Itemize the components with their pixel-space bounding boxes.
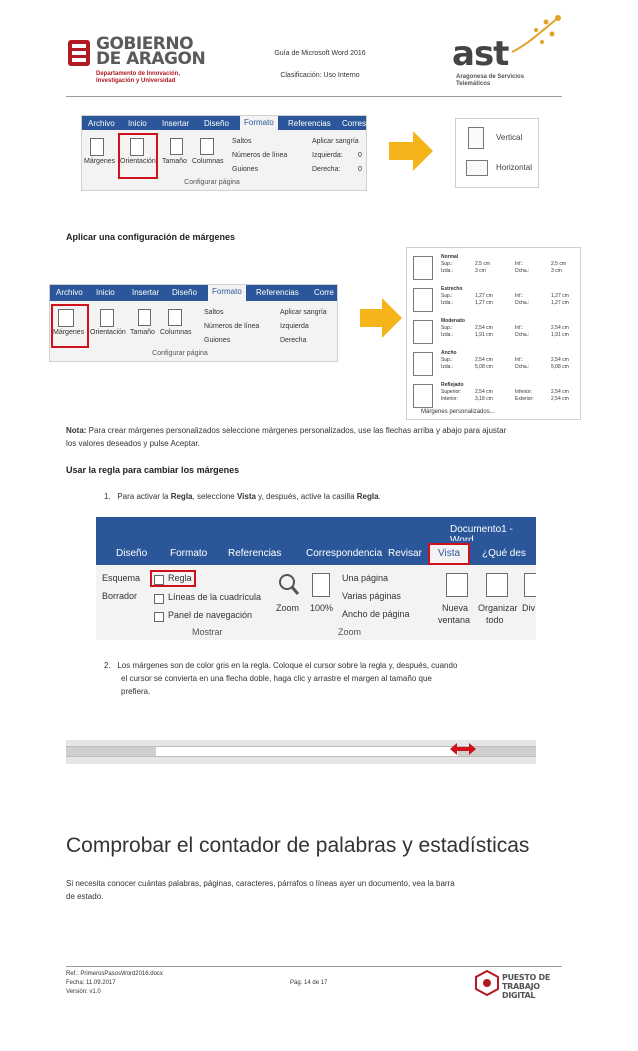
step1-number: 1. (104, 492, 111, 501)
margin-v2: 2,54 cm (551, 389, 569, 395)
arrow-body (389, 142, 413, 160)
margin-l2: Inf.: (515, 261, 524, 267)
footer-ref: Ref.: PrimerosPasosWord2016.docx (66, 971, 163, 977)
tab-tell-me[interactable]: ¿Qué des (482, 548, 526, 559)
margin-l2: Inferior: (515, 389, 532, 395)
step1-a: Para activar la (117, 492, 171, 501)
line-numbers-button[interactable]: Números de línea (204, 323, 260, 330)
margin-l1: Sup.: (441, 261, 453, 267)
arrow-body (360, 309, 382, 327)
ribbon-tab-bar (82, 116, 366, 130)
tab-bar (96, 541, 536, 565)
columns-icon (168, 309, 182, 326)
tab-diseno[interactable]: Diseño (116, 548, 148, 559)
branch-icon (508, 14, 562, 54)
tab-archivo[interactable]: Archivo (56, 288, 83, 297)
header-divider (66, 96, 562, 97)
footer-logo-line2: TRABAJO DIGITAL (502, 982, 540, 1000)
margin-v3: 1,91 cm (475, 332, 493, 338)
gridlines-checkbox[interactable] (154, 594, 164, 604)
logo-sub2: Investigación y Universidad (96, 78, 176, 84)
zoom-100-button[interactable]: 100% (310, 603, 334, 613)
tab-inicio[interactable]: Inicio (128, 119, 147, 128)
vertical-label: Vertical (496, 133, 523, 142)
note-paragraph (66, 424, 566, 450)
margin-l1: Sup.: (441, 357, 453, 363)
view-outline[interactable]: Esquema (102, 573, 141, 583)
margin-v1: 2,54 cm (475, 325, 493, 331)
gobierno-aragon-logo (66, 36, 226, 92)
wc-line1: Si necesita conocer cuántas palabras, páginas, caracteres, párrafos o líneas ayer un documento, vea la barra (66, 879, 455, 888)
tab-inicio[interactable]: Inicio (96, 288, 115, 297)
margins-icon (90, 138, 104, 156)
margin-v3: 3 cm (475, 268, 486, 274)
show-group-label: Mostrar (192, 627, 223, 637)
orientation-panel (455, 118, 539, 188)
ruler-label: Regla (168, 573, 192, 583)
step2-line3: prefiera. (121, 687, 151, 696)
margin-v4: 2,54 cm (551, 396, 569, 402)
highlight-box (51, 304, 89, 348)
step1-b: Regla (170, 492, 193, 501)
indent-title: Aplicar sangría (312, 138, 359, 145)
gridlines-label: Líneas de la cuadrícula (168, 592, 262, 602)
line-numbers-button[interactable]: Números de línea (232, 152, 288, 159)
footer-page: Pág. 14 de 17 (290, 980, 328, 986)
margin-v3: 3,18 cm (475, 396, 493, 402)
step1-d: Vista (236, 492, 256, 501)
footer-date: Fecha: 11.09.2017 (66, 980, 116, 986)
doc-classification: Clasificación: Uso Interno (280, 72, 360, 79)
tab-referencias[interactable]: Referencias (228, 548, 282, 559)
double-arrow-icon (450, 743, 476, 755)
wc-line2: de estado. (66, 892, 104, 901)
size-icon (138, 309, 151, 326)
section-heading-margins: Aplicar una configuración de márgenes (66, 232, 236, 242)
tab-vista[interactable]: Vista (438, 548, 461, 559)
step1-c: , seleccione (192, 492, 237, 501)
hexagon-icon (474, 970, 500, 996)
footer-meta (66, 970, 163, 997)
arrange-all-icon (486, 573, 508, 597)
indent-right-label: Derecha: (312, 166, 341, 173)
margin-v1: 1,27 cm (475, 293, 493, 299)
margin-v3: 5,08 cm (475, 364, 493, 370)
tab-archivo[interactable]: Archivo (88, 119, 115, 128)
orientation-icon (100, 309, 114, 327)
indent-left-label: Izquierda (280, 323, 309, 330)
step2-line2: el cursor se convierta en una flecha doble, haga clic y arrastre el margen al tamaño que (121, 674, 432, 683)
zoom-icon (278, 573, 300, 597)
margin-v2: 2,54 cm (551, 325, 569, 331)
margin-l4: Exterior: (515, 396, 534, 402)
footer-divider (66, 966, 562, 967)
margin-v1: 2,54 cm (475, 389, 493, 395)
ribbon-tab-bar (50, 285, 337, 301)
indent-right-value[interactable]: 0 (358, 166, 362, 173)
columns-button[interactable]: Columnas (192, 158, 224, 165)
highlight-box (428, 543, 470, 565)
margin-name: Ancho (441, 350, 457, 356)
section-heading-ruler: Usar la regla para cambiar los márgenes (66, 465, 240, 475)
hyphenation-button[interactable]: Guiones (232, 166, 259, 173)
step1-e: y, después, active la casilla (255, 492, 357, 501)
tab-diseno[interactable]: Diseño (172, 288, 197, 297)
orientation-button[interactable]: Orientación (90, 329, 126, 336)
margin-preset-icon (413, 288, 433, 312)
footer-version: Versión: v1.0 (66, 989, 101, 995)
note-label: Nota: (66, 426, 87, 435)
margin-l3: Interior: (441, 396, 458, 402)
tab-formato[interactable]: Formato (208, 285, 246, 301)
margin-l1: Sup.: (441, 325, 453, 331)
margin-v2: 2,54 cm (551, 357, 569, 363)
tab-corre[interactable]: Corre (314, 288, 335, 297)
indent-title: Aplicar sangría (280, 309, 327, 316)
footer-logo-line1: PUESTO DE (502, 973, 551, 982)
margin-v2: 2,5 cm (551, 261, 567, 267)
breaks-button[interactable]: Saltos (204, 309, 224, 316)
tab-insertar[interactable]: Insertar (162, 119, 190, 128)
one-page-button[interactable]: Una página (342, 573, 389, 583)
ast-wordmark: ast (452, 34, 509, 74)
left-margin-gray (66, 747, 156, 756)
zoom-100-icon (312, 573, 330, 597)
breaks-button[interactable]: Saltos (232, 138, 252, 145)
margin-l2: Inf.: (515, 357, 524, 363)
margin-l3: Izda.: (441, 268, 454, 274)
margin-v4: 3 cm (551, 268, 562, 274)
size-button[interactable]: Tamaño (130, 329, 155, 336)
margin-preset-icon (413, 256, 433, 280)
margin-v4: 1,91 cm (551, 332, 569, 338)
tab-revisar[interactable]: Revisar (388, 548, 422, 559)
logo-sub1: Departamento de Innovación, (96, 71, 181, 77)
hyphenation-button[interactable]: Guiones (204, 337, 231, 344)
indent-left-label: Izquierda: (312, 152, 343, 159)
tab-formato[interactable]: Formato (170, 548, 208, 559)
margin-option-4[interactable] (407, 380, 580, 412)
logo-line1: GOBIERNO (96, 34, 194, 54)
zoom-button[interactable]: Zoom (276, 603, 300, 613)
margin-option-0[interactable] (407, 252, 580, 284)
page-width-button[interactable]: Ancho de página (342, 609, 410, 619)
step2-number: 2. (104, 661, 111, 670)
margin-l4: Dcha.: (515, 268, 530, 274)
tab-insertar[interactable]: Insertar (132, 288, 160, 297)
ast-sub2: Telemáticos (456, 81, 491, 87)
arrow-right-icon (413, 131, 433, 171)
logo-line2: DE ARAGON (96, 49, 206, 69)
margin-name: Reflejado (441, 382, 464, 388)
tab-referencias[interactable]: Referencias (256, 288, 299, 297)
margin-l2: Inf.: (515, 293, 524, 299)
section-title-word-count: Comprobar el contador de palabras y estadísticas (66, 834, 530, 857)
arrange-all-line1[interactable]: Organizar (478, 603, 518, 613)
margin-v1: 2,5 cm (475, 261, 491, 267)
puesto-trabajo-logo (474, 970, 564, 1000)
margin-preset-icon (413, 384, 433, 408)
arrange-all-line2[interactable]: todo (486, 615, 504, 625)
new-window-icon (446, 573, 468, 597)
note-text2: los valores deseados y pulse Aceptar. (66, 439, 200, 448)
highlight-box (150, 570, 196, 587)
orientation-horizontal[interactable] (462, 155, 534, 181)
tab-formato[interactable]: Formato (240, 116, 278, 130)
orientation-button[interactable]: Orientación (120, 158, 156, 165)
nav-pane-label: Panel de navegación (168, 610, 253, 620)
size-button[interactable]: Tamaño (162, 158, 187, 165)
note-text1: Para crear márgenes personalizados seleccione márgenes personalizados, use las flechas arriba y abajo para ajustar (86, 426, 507, 435)
window-title: Documento1 - (450, 524, 513, 535)
view-ribbon-screenshot (96, 517, 536, 640)
margin-option-3[interactable] (407, 348, 580, 380)
margin-l3: Izda.: (441, 364, 454, 370)
margin-v4: 1,27 cm (551, 300, 569, 306)
step2-line1: Los márgenes son de color gris en la regla. Coloque el cursor sobre la regla y, después, cuando (117, 661, 458, 670)
portrait-icon (468, 127, 484, 149)
margin-preset-icon (413, 320, 433, 344)
new-window-line1[interactable]: Nueva (442, 603, 469, 613)
ruler-screenshot (66, 740, 536, 764)
step1-g: . (378, 492, 381, 501)
tab-referencias[interactable]: Referencias (288, 119, 331, 128)
aragon-crest-icon (66, 38, 94, 68)
arrow-right-icon (382, 298, 402, 338)
columns-icon (200, 138, 214, 155)
ribbon-screenshot-2 (49, 284, 338, 362)
tab-corres[interactable]: Corres (342, 119, 367, 128)
doc-title: Guía de Microsoft Word 2016 (274, 50, 366, 57)
indent-right-label: Derecha (280, 337, 307, 344)
ast-subtitle (456, 74, 524, 88)
logo-subtitle (96, 71, 180, 85)
nav-pane-checkbox[interactable] (154, 612, 164, 622)
step1-f: Regla (356, 492, 379, 501)
margin-l4: Dcha.: (515, 300, 530, 306)
horizontal-label: Horizontal (496, 163, 533, 172)
split-icon (524, 573, 536, 597)
margin-l4: Dcha.: (515, 364, 530, 370)
view-draft[interactable]: Borrador (102, 591, 138, 601)
ast-sub1: Aragonesa de Servicios (456, 74, 525, 80)
margin-l3: Izda.: (441, 300, 454, 306)
margin-l1: Superior: (441, 389, 462, 395)
margin-option-1[interactable] (407, 284, 580, 316)
size-icon (170, 138, 183, 155)
margin-v2: 1,27 cm (551, 293, 569, 299)
margin-v4: 5,08 cm (551, 364, 569, 370)
margin-option-2[interactable] (407, 316, 580, 348)
title-bar (96, 517, 536, 541)
group-label: Configurar página (184, 179, 240, 186)
margins-dropdown (406, 247, 581, 420)
ribbon-screenshot-1 (81, 115, 367, 191)
multi-page-button[interactable]: Varias páginas (342, 591, 401, 601)
highlight-box (118, 133, 158, 179)
margin-l1: Sup.: (441, 293, 453, 299)
margin-v3: 1,27 cm (475, 300, 493, 306)
new-window-line2[interactable]: ventana (438, 615, 471, 625)
margins-button[interactable]: Márgenes (84, 158, 116, 165)
margin-preset-icon (413, 352, 433, 376)
landscape-icon (466, 160, 488, 176)
group-label: Configurar página (152, 350, 208, 357)
split-button[interactable]: Div (522, 603, 535, 613)
word-count-paragraph (66, 877, 566, 903)
zoom-group-label: Zoom (338, 627, 362, 637)
orientation-vertical[interactable] (462, 125, 534, 151)
margin-name: Estrecho (441, 286, 463, 292)
step1-paragraph (104, 490, 564, 503)
margin-l2: Inf.: (515, 325, 524, 331)
columns-button[interactable]: Columnas (160, 329, 192, 336)
step2-paragraph (104, 659, 564, 698)
margin-v1: 2,54 cm (475, 357, 493, 363)
margin-l4: Dcha.: (515, 332, 530, 338)
custom-margins-item[interactable]: Márgenes personalizados... (421, 409, 495, 415)
tab-diseno[interactable]: Diseño (204, 119, 229, 128)
margin-name: Normal (441, 254, 459, 260)
tab-correspondencia[interactable]: Correspondencia (306, 548, 383, 559)
margin-name: Moderado (441, 318, 465, 324)
margins-button[interactable]: Márgenes (53, 329, 85, 336)
indent-left-value[interactable]: 0 (358, 152, 362, 159)
margin-l3: Izda.: (441, 332, 454, 338)
ast-logo (452, 14, 562, 94)
